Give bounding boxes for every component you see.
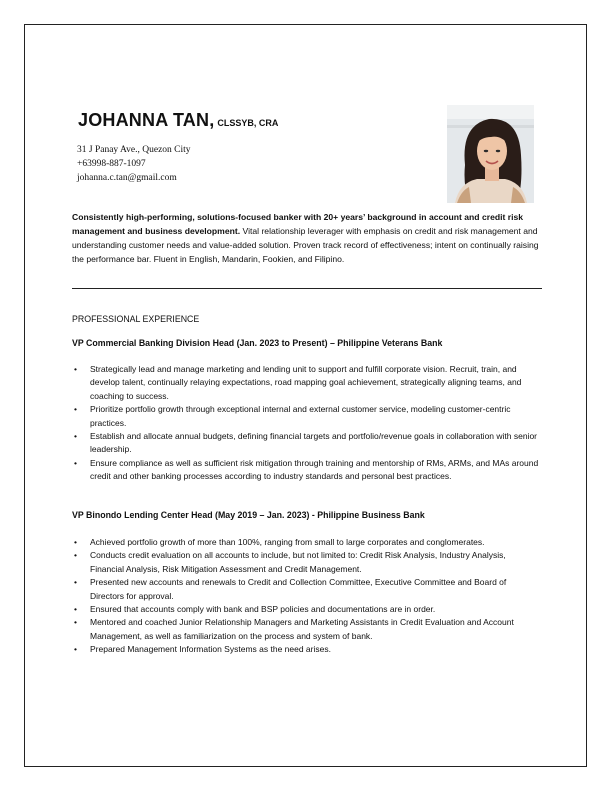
bullet-text: Conducts credit evaluation on all accounts to include, but not limited to: Credit Risk Analysis, Industry Analysis, Financial Analysis, Risk Mitigation Assessment and Credit Management. xyxy=(90,550,506,574)
list-item: • Achieved portfolio growth of more than 100%, ranging from small to large corporates and conglomerates. xyxy=(74,537,485,547)
professional-summary xyxy=(72,210,542,266)
bullet-text: Establish and allocate annual budgets, defining financial targets and portfolio/revenue goals in collaboration with senior leadership. xyxy=(90,431,538,455)
name-heading xyxy=(78,110,278,131)
list-item: • Mentored and coached Junior Relationship Managers and Marketing Assistants in Credit Evaluation and Account Management, as well as familiarization on the process and system of bank. xyxy=(74,617,514,641)
contact-block xyxy=(77,143,191,185)
list-item: • Strategically lead and manage marketing and lending unit to support and fulfill corporate vision. Recruit, train, and develop talent, continually relaying expectations, road mapping goal achievement, strategically aligning teams, and coaching to success. xyxy=(74,364,522,401)
credentials: CLSSYB, CRA xyxy=(217,118,279,128)
job-bullets xyxy=(72,363,542,484)
phone: +63998-887-1097 xyxy=(77,159,146,169)
list-item: • Conducts credit evaluation on all accounts to include, but not limited to: Credit Risk Analysis, Industry Analysis, Financial Analysis, Risk Mitigation Assessment and Credit Management. xyxy=(74,550,506,574)
full-name: JOHANNA TAN, xyxy=(78,110,215,130)
bullet-text: Mentored and coached Junior Relationship Managers and Marketing Assistants in Credit Evaluation and Account Management, as well as familiarization on the process and system of bank. xyxy=(90,617,514,641)
list-item: • Ensured that accounts comply with bank and BSP policies and documentations are in order. xyxy=(74,604,436,615)
job-bullets xyxy=(72,536,542,657)
address: 31 J Panay Ave., Quezon City xyxy=(77,145,191,155)
bullet-text: Prioritize portfolio growth through exceptional internal and external customer service, modeling customer-centric practices. xyxy=(90,404,511,428)
list-item: • Establish and allocate annual budgets, defining financial targets and portfolio/revenue goals in collaboration with senior leadership. xyxy=(74,431,538,455)
portrait-image xyxy=(447,105,534,203)
divider xyxy=(72,288,542,289)
job-title: VP Binondo Lending Center Head (May 2019 – Jan. 2023) - Philippine Business Bank xyxy=(72,510,425,520)
bullet-text: Ensure compliance as well as sufficient risk mitigation through training and mentorship of RMs, ARMs, and MAs around credit and other banking processes according to industry standards and personal best practices. xyxy=(90,457,539,482)
summary-text: Vital relationship leverager with emphasis on credit and risk management and understanding customer needs and value-added solution. Proven track record of effectiveness; intent on continually raising the performance bar. Fluent in English, Mandarin, Fookien, and Filipino. xyxy=(72,226,539,264)
list-item: • Presented new accounts and renewals to Credit and Collection Committee, Executive Committee and Board of Directors for approval. xyxy=(74,577,507,601)
list-item: • Prioritize portfolio growth through exceptional internal and external customer service, modeling customer-centric practices. xyxy=(74,404,511,428)
bullet-text: Strategically lead and manage marketing and lending unit to support and fulfill corporate vision. Recruit, train, and develop talent, continually relaying expectations, road mapping goal achievement, strategically aligning teams, and coaching to success. xyxy=(90,364,522,401)
job-title: VP Commercial Banking Division Head (Jan. 2023 to Present) – Philippine Veterans Bank xyxy=(72,338,443,348)
section-title-experience: PROFESSIONAL EXPERIENCE xyxy=(72,314,200,324)
email: johanna.c.tan@gmail.com xyxy=(77,173,177,183)
summary-bold: Consistently high-performing, solutions-focused banker with 20+ years’ background in account and credit risk management and business development. xyxy=(72,212,524,236)
list-item: • Ensure compliance as well as sufficient risk mitigation through training and mentorship of RMs, ARMs, and MAs around credit and other banking processes according to industry standards and personal best practices. xyxy=(74,457,539,482)
bullet-text: Ensured that accounts comply with bank and BSP policies and documentations are in order. xyxy=(90,604,436,615)
bullet-text: Presented new accounts and renewals to Credit and Collection Committee, Executive Committee and Board of Directors for approval. xyxy=(90,577,507,601)
profile-photo xyxy=(447,105,534,203)
bullet-text: Prepared Management Information Systems as the need arises. xyxy=(90,644,331,655)
list-item: • Prepared Management Information Systems as the need arises. xyxy=(74,644,331,655)
bullet-text: Achieved portfolio growth of more than 100%, ranging from small to large corporates and conglomerates. xyxy=(90,537,485,547)
